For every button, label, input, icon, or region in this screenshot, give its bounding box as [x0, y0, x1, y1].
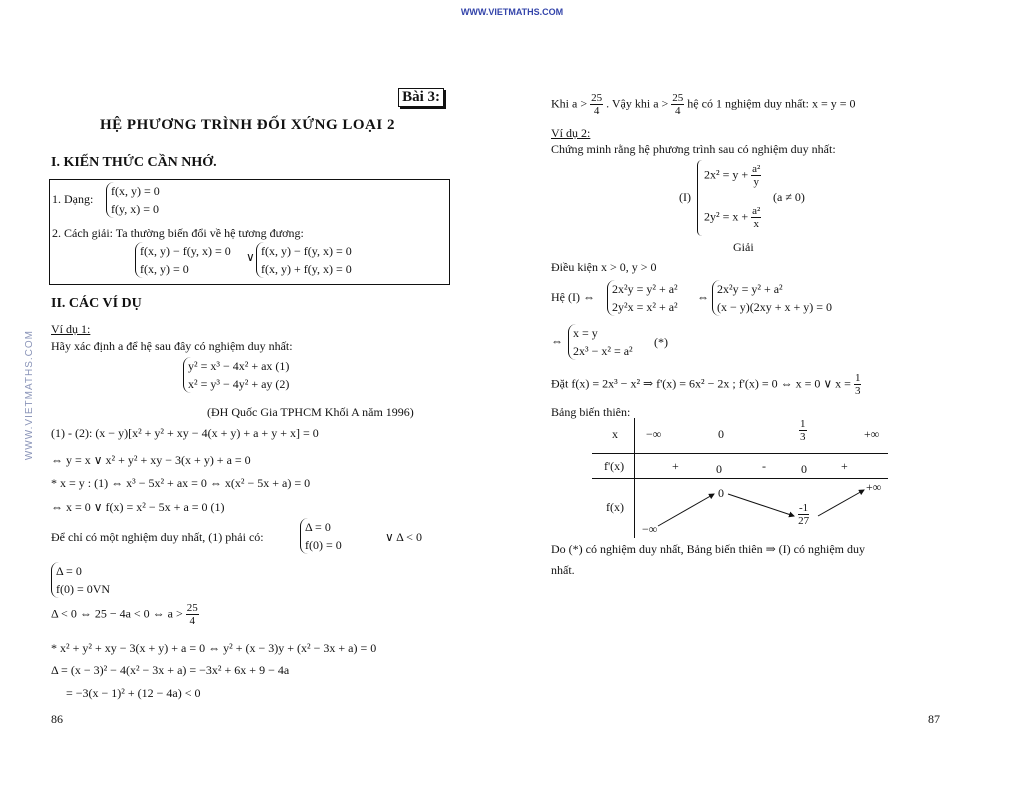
he-label: Hệ (I) ⇔	[551, 290, 595, 304]
system-I-eq1: 2x² = y + $\frac{\text{a²}}{y}$	[704, 163, 761, 188]
table-f-pos-inf: +∞	[866, 480, 882, 494]
example-1-text: Hãy xác định a để hệ sau đây có nghiệm duy nhất:	[51, 339, 293, 353]
system-2	[256, 242, 352, 278]
dang-eq2: f(y, x) = 0	[111, 202, 159, 216]
cond-eq1: Δ = 0	[305, 520, 331, 534]
section-heading-1: I. KIẾN THỨC CẦN NHỚ.	[51, 155, 217, 170]
cond-eq2: f(0) = 0	[305, 538, 342, 552]
site-header: WWW.VIETMATHS.COM	[460, 7, 564, 17]
example-2-label: Ví dụ 2:	[551, 126, 591, 140]
sys1-eq2: f(x, y) = 0	[140, 262, 189, 276]
condition-system	[300, 518, 342, 554]
system-I-brace	[697, 160, 702, 236]
lesson-label: Bài 3:	[398, 88, 444, 107]
cachgiai-text: 2. Cách giải: Ta thường biến đổi về hệ tương đương:	[52, 226, 304, 240]
solution-line-1: (1) - (2): (x − y)[x² + y² + xy − 4(x + y) + a + y + x] = 0	[51, 426, 319, 440]
table-fp-zero-2: 0	[801, 462, 807, 476]
he-arrow: ⇔	[697, 290, 709, 304]
solution-line-3: * x = y : (1) ⇔ x³ − 5x² + ax = 0 ⇔ x(x² − 5x + a) = 0	[51, 476, 311, 490]
conclusion-line-2: nhất.	[551, 563, 575, 577]
case-system	[51, 562, 110, 598]
case-eq1: Δ = 0	[56, 564, 82, 578]
right-line-1: Khi a > $\frac{25}{4}$ . Vậy khi a > $\frac{25}{4}$ hệ có 1 nghiệm duy nhất: x = y = 0	[551, 92, 856, 117]
variation-table	[592, 418, 890, 540]
equiv-system: x = y 2x³ − x² = a²	[568, 324, 633, 360]
table-f-label: f(x)	[606, 500, 624, 514]
solution-line-7: Δ < 0 ⇔ 25 − 4a < 0 ⇔ a > $\frac{25}{4}$	[51, 602, 198, 627]
bbt-label: Bảng biến thiên:	[551, 405, 631, 419]
table-fp-zero-1: 0	[716, 462, 722, 476]
dieu-kien: Điều kiện x > 0, y > 0	[551, 260, 657, 274]
he-system-1: 2x²y = y² + a² 2y²x = x² + a²	[607, 280, 678, 316]
example-2-text: Chứng minh rằng hệ phương trình sau có nghiệm duy nhất:	[551, 142, 836, 156]
table-f-neg-inf: −∞	[642, 522, 658, 536]
example-1-label: Ví dụ 1:	[51, 322, 91, 336]
table-fp-plus-1: +	[672, 459, 679, 473]
table-fp-plus-2: +	[841, 459, 848, 473]
solution-line-4: ⇔ x = 0 ∨ f(x) = x² − 5x + a = 0 (1)	[51, 500, 225, 514]
system-I-label: (I)	[679, 190, 691, 204]
system-1	[135, 242, 231, 278]
variation-arrows	[592, 418, 890, 540]
case-eq2: f(0) = 0VN	[56, 582, 111, 596]
section-heading-2: II. CÁC VÍ DỤ	[51, 296, 142, 311]
he-system-2: 2x²y = y² + a² (x − y)(2xy + x + y) = 0	[712, 280, 832, 316]
table-f-zero: 0	[718, 486, 724, 500]
table-x-pos-inf: +∞	[864, 427, 880, 441]
or-symbol: ∨	[246, 250, 255, 264]
solution-line-8: * x² + y² + xy − 3(x + y) + a = 0 ⇔ y² + (x − 3)y + (x² − 3x + a) = 0	[51, 641, 377, 655]
vd1-eq2: x² = y³ − 4y² + ay (2)	[188, 377, 290, 391]
sys2-eq2: f(x, y) + f(y, x) = 0	[261, 262, 352, 276]
theory-box	[49, 179, 450, 285]
sys2-eq1: f(x, y) − f(y, x) = 0	[261, 244, 352, 258]
table-x-zero: 0	[718, 427, 724, 441]
table-fp-minus: -	[762, 459, 766, 473]
dang-label: 1. Dạng:	[52, 192, 94, 206]
condition-or: ∨ Δ < 0	[385, 530, 422, 544]
table-x-neg-inf: −∞	[646, 427, 662, 441]
table-f-min: $\frac{-1}{27}$	[798, 502, 810, 527]
side-watermark: WWW.VIETMATHS.COM	[24, 330, 35, 461]
system-I-condition: (a ≠ 0)	[773, 190, 805, 204]
dang-system	[106, 182, 160, 218]
table-x-label: x	[612, 427, 618, 441]
solution-line-5: Để chỉ có một nghiệm duy nhất, (1) phải có:	[51, 530, 264, 544]
giai-heading: Giải	[733, 240, 754, 254]
system-I-eq2: 2y² = x + $\frac{\text{a²}}{x}$	[704, 205, 761, 230]
equiv-arrow: ⇔	[551, 334, 563, 348]
page-number-right: 87	[928, 712, 940, 726]
table-fp-label: f'(x)	[604, 459, 625, 473]
dang-eq1: f(x, y) = 0	[111, 184, 160, 198]
table-x-third: $\frac{1}{3}$	[800, 418, 806, 443]
lesson-title: HỆ PHƯƠNG TRÌNH ĐỐI XỨNG LOẠI 2	[100, 117, 395, 133]
conclusion-line-1: Do (*) có nghiệm duy nhất, Bảng biến thiên ⇒ (I) có nghiệm duy	[551, 542, 865, 556]
solution-line-2: ⇔ y = x ∨ x² + y² + xy − 3(x + y) + a = 0	[51, 453, 251, 467]
example-1-system	[183, 357, 289, 393]
star-label: (*)	[654, 335, 668, 349]
example-1-source: (ĐH Quốc Gia TPHCM Khối A năm 1996)	[207, 405, 414, 419]
solution-line-9: Δ = (x − 3)² − 4(x² − 3x + a) = −3x² + 6x + 9 − 4a	[51, 663, 290, 677]
sys1-eq1: f(x, y) − f(y, x) = 0	[140, 244, 231, 258]
page-number-left: 86	[51, 712, 63, 726]
vd1-eq1: y² = x³ − 4x² + ax (1)	[188, 359, 290, 373]
solution-line-10: = −3(x − 1)² + (12 − 4a) < 0	[66, 686, 201, 700]
dat-line: Đặt f(x) = 2x³ − x² ⇒ f'(x) = 6x² − 2x ; f'(x) = 0 ⇔ x = 0 ∨ x = $\frac{1}{3}$	[551, 372, 861, 397]
